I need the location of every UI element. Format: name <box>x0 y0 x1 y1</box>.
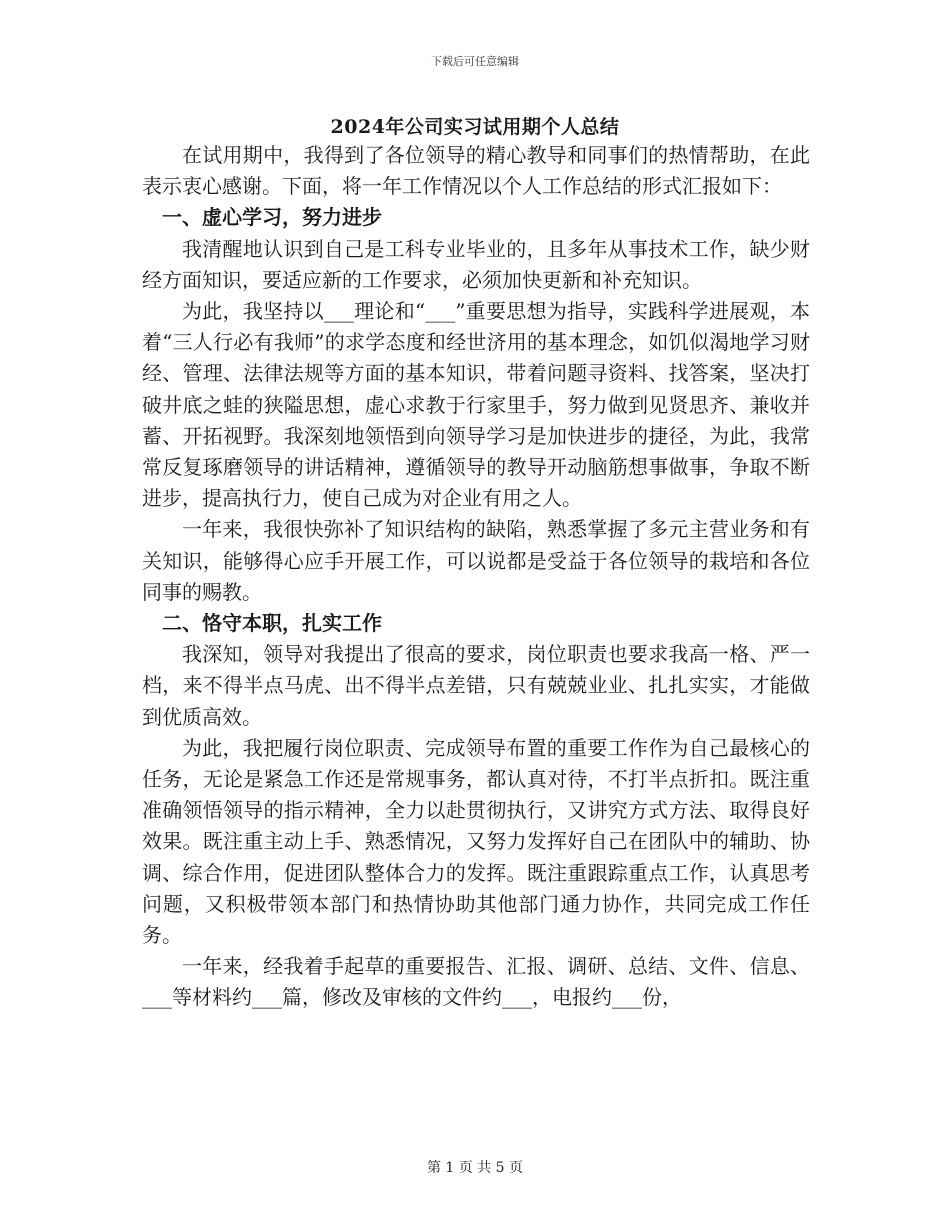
section-heading-2: 二、恪守本职，扎实工作 <box>162 611 382 636</box>
section-1-paragraph-3: 一年来，我很快弥补了知识结构的缺陷，熟悉掌握了多元主营业务和有关知识，能够得心应手开展工作，可以说都是受益于各位领导的栽培和各位同事的赐教。 <box>142 517 810 604</box>
document-title: 2024年公司实习试用期个人总结 <box>330 116 620 138</box>
intro-paragraph: 在试用期中，我得到了各位领导的精心教导和同事们的热情帮助，在此表示衷心感谢。下面，将一年工作情况以个人工作总结的形式汇报如下： <box>142 143 810 199</box>
document-body <box>142 140 810 1014</box>
section-heading-1: 一、虚心学习，努力进步 <box>162 205 382 230</box>
section-2-paragraph-1: 我深知，领导对我提出了很高的要求，岗位职责也要求我高一格、严一档，来不得半点马虎、出不得半点差错，只有兢兢业业、扎扎实实，才能做到优质高效。 <box>142 642 810 729</box>
header-note: 下载后可任意编辑 <box>431 55 519 68</box>
section-2-paragraph-3: 一年来，经我着手起草的重要报告、汇报、调研、总结、文件、信息、___等材料约___篇，修改及审核的文件约___，电报约___份， <box>142 954 810 1010</box>
section-1-paragraph-2: 为此，我坚持以___理论和“___”重要思想为指导，实践科学进展观，本着“三人行必有我师”的求学态度和经世济用的基本理念，如饥似渴地学习财经、管理、法律法规等方面的基本知识，带着问题寻资料、找答案，坚决打破井底之蛙的狭隘思想，虚心求教于行家里手，努力做到见贤思齐、兼收并蓄、开拓视野。我深刻地领悟到向领导学习是加快进步的捷径，为此，我常常反复琢磨领导的讲话精神，遵循领导的教导开动脑筋想事做事，争取不断进步，提高执行力，使自己成为对企业有用之人。 <box>142 299 810 511</box>
section-2-paragraph-2: 为此，我把履行岗位职责、完成领导布置的重要工作作为自己最核心的任务，无论是紧急工作还是常规事务，都认真对待，不打半点折扣。既注重准确领悟领导的指示精神，全力以赴贯彻执行，又讲究方式方法、取得良好效果。既注重主动上手、熟悉情况，又努力发挥好自己在团队中的辅助、协调、综合作用，促进团队整体合力的发挥。既注重跟踪重点工作，认真思考问题，又积极带领本部门和热情协助其他部门通力协作，共同完成工作任务。 <box>142 735 810 948</box>
section-1-paragraph-1: 我清醒地认识到自己是工科专业毕业的，且多年从事技术工作，缺少财经方面知识，要适应新的工作要求，必须加快更新和补充知识。 <box>142 236 810 292</box>
page-footer: 第 1 页 共 5 页 <box>426 1160 524 1176</box>
